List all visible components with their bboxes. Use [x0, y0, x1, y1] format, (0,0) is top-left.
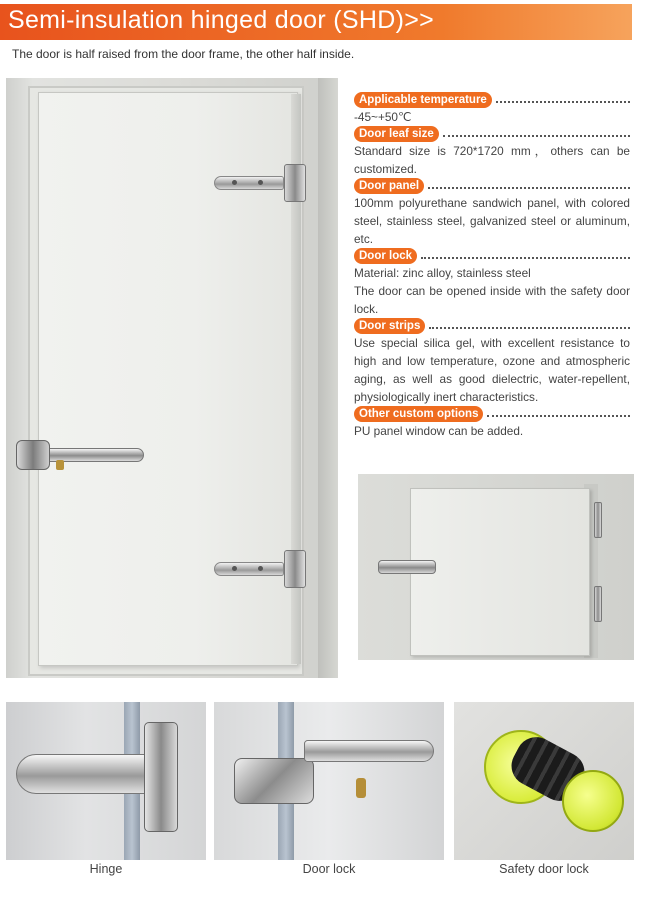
door-lock-photo [214, 702, 444, 860]
lock-handle [304, 740, 434, 762]
title-bar [0, 4, 632, 40]
upper-hinge [594, 502, 602, 538]
spec-door-leaf-size [354, 126, 630, 178]
spec-text: PU panel window can be added. [354, 424, 524, 438]
spec-other-custom-options [354, 406, 630, 440]
intro-text: The door is half raised from the door frame, the other half inside. [12, 47, 355, 61]
spec-label: Door panel [354, 178, 424, 194]
small-door-photo [358, 474, 634, 660]
spec-applicable-temperature [354, 92, 630, 126]
hinge-photo [6, 702, 206, 860]
dotted-leader [428, 180, 630, 189]
spec-text: Material: zinc alloy, stainless steel [354, 266, 531, 280]
spec-label: Other custom options [354, 406, 483, 422]
spec-door-lock [354, 248, 630, 318]
main-door-photo [6, 78, 338, 678]
spec-door-strips [354, 318, 630, 406]
dotted-leader [421, 250, 630, 259]
lower-hinge [594, 586, 602, 622]
dotted-leader [429, 320, 630, 329]
spec-label: Door lock [354, 248, 417, 264]
spec-door-panel [354, 178, 630, 248]
caption-door-lock: Door lock [302, 862, 356, 876]
spec-text: -45~+50℃ [354, 110, 412, 124]
door-leaf [410, 488, 590, 656]
key-icon [356, 778, 366, 798]
door-handle [378, 560, 436, 574]
hinge-block [144, 722, 178, 832]
dotted-leader [496, 94, 630, 103]
caption-hinge: Hinge [89, 862, 123, 876]
safety-lock-knob [562, 770, 624, 832]
upper-hinge [214, 170, 306, 196]
spec-text: Standard size is 720*1720 mm，others can be customized. [354, 144, 630, 176]
dotted-leader [443, 128, 630, 137]
lower-hinge [214, 556, 306, 582]
spec-list [354, 92, 630, 440]
spec-label: Door strips [354, 318, 425, 334]
safety-door-lock-photo [454, 702, 634, 860]
spec-label: Applicable temperature [354, 92, 492, 108]
wall [318, 78, 338, 678]
door-handle [16, 440, 146, 470]
caption-safety-door-lock: Safety door lock [499, 862, 589, 876]
page-title: Semi-insulation hinged door (SHD)>> [8, 6, 434, 34]
spec-text: The door can be opened inside with the safety door lock. [354, 284, 630, 316]
spec-label: Door leaf size [354, 126, 439, 142]
dotted-leader [487, 408, 630, 417]
spec-text: 100mm polyurethane sandwich panel, with colored steel, stainless steel, galvanized steel or aluminum, etc. [354, 196, 630, 246]
lock-body [234, 758, 314, 804]
spec-text: Use special silica gel, with excellent resistance to high and low temperature, ozone and atmospheric aging, as well as good dielectric, water-repellent, physiologically inert characteristics. [354, 336, 630, 404]
